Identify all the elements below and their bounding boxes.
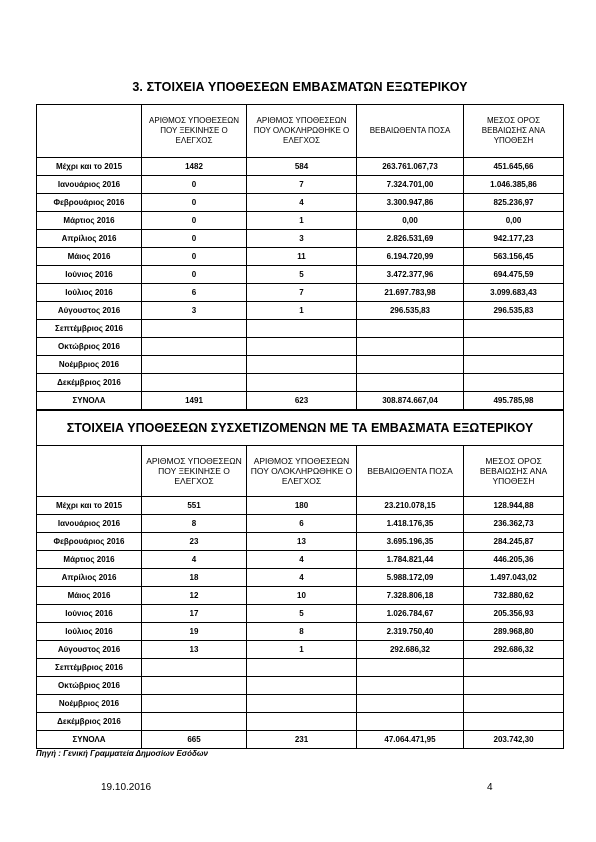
table-cell: 6 xyxy=(247,515,357,533)
table-row xyxy=(37,551,564,569)
table-cell: 5.988.172,09 xyxy=(357,569,464,587)
table-cell xyxy=(464,713,564,731)
table-cell xyxy=(357,695,464,713)
table-cell: 5 xyxy=(247,266,357,284)
table-cell: 0 xyxy=(142,194,247,212)
header-cell: ΑΡΙΘΜΟΣ ΥΠΟΘΕΣΕΩΝ ΠΟΥ ΟΛΟΚΛΗΡΩΘΗΚΕ Ο ΕΛΕΓΧΟΣ xyxy=(247,105,357,158)
table-cell: 18 xyxy=(142,569,247,587)
header-cell: ΜΕΣΟΣ ΟΡΟΣ ΒΕΒΑΙΩΣΗΣ ΑΝΑ ΥΠΟΘΕΣΗ xyxy=(464,446,564,497)
row-label: Δεκέμβριος 2016 xyxy=(37,713,142,731)
table-cell: 6.194.720,99 xyxy=(357,248,464,266)
table-cell: 11 xyxy=(247,248,357,266)
table-cell: 308.874.667,04 xyxy=(357,392,464,410)
table-cell xyxy=(464,677,564,695)
table-cell: 203.742,30 xyxy=(464,731,564,749)
table-cell xyxy=(247,695,357,713)
table-cell: 205.356,93 xyxy=(464,605,564,623)
table-cell: 0 xyxy=(142,248,247,266)
table-row xyxy=(37,515,564,533)
row-label: Φεβρουάριος 2016 xyxy=(37,533,142,551)
table-cell: 19 xyxy=(142,623,247,641)
table-cell: 551 xyxy=(142,497,247,515)
table-cell: 8 xyxy=(142,515,247,533)
table-cell: 1 xyxy=(247,641,357,659)
table-cell: 21.697.783,98 xyxy=(357,284,464,302)
table-row xyxy=(37,497,564,515)
row-label: Απρίλιος 2016 xyxy=(37,569,142,587)
section2-title: ΣΤΟΙΧΕΙΑ ΥΠΟΘΕΣΕΩΝ ΣΥΣΧΕΤΙΖΟΜΕΝΩΝ ΜΕ ΤΑ ΕΜΒΑΣΜΑΤΑ ΕΞΩΤΕΡΙΚΟΥ xyxy=(37,411,564,446)
row-label: Οκτώβριος 2016 xyxy=(37,677,142,695)
table-cell xyxy=(464,695,564,713)
table-cell: 23 xyxy=(142,533,247,551)
table-row xyxy=(37,695,564,713)
table-cell xyxy=(142,695,247,713)
table-row xyxy=(37,731,564,749)
table-cell: 292.686,32 xyxy=(464,641,564,659)
table-cell: 3.300.947,86 xyxy=(357,194,464,212)
row-label: Σεπτέμβριος 2016 xyxy=(37,659,142,677)
table-cell: 446.205,36 xyxy=(464,551,564,569)
table-cell xyxy=(464,659,564,677)
table-cell: 231 xyxy=(247,731,357,749)
table-cell: 665 xyxy=(142,731,247,749)
table-cell: 3 xyxy=(247,230,357,248)
table-cell xyxy=(142,338,247,356)
table-row xyxy=(37,641,564,659)
table-cell: 563.156,45 xyxy=(464,248,564,266)
table-row xyxy=(37,320,564,338)
table-row xyxy=(37,284,564,302)
table-row xyxy=(37,677,564,695)
table-cell: 942.177,23 xyxy=(464,230,564,248)
table-cell: 3.472.377,96 xyxy=(357,266,464,284)
table-cell: 6 xyxy=(142,284,247,302)
header-cell: ΑΡΙΘΜΟΣ ΥΠΟΘΕΣΕΩΝ ΠΟΥ ΟΛΟΚΛΗΡΩΘΗΚΕ Ο ΕΛΕΓΧΟΣ xyxy=(247,446,357,497)
table-cell: 23.210.078,15 xyxy=(357,497,464,515)
table-cell: 0 xyxy=(142,230,247,248)
row-label: ΣΥΝΟΛΑ xyxy=(37,392,142,410)
header-cell: ΜΕΣΟΣ ΟΡΟΣ ΒΕΒΑΙΩΣΗΣ ΑΝΑ ΥΠΟΘΕΣΗ xyxy=(464,105,564,158)
table-cell: 694.475,59 xyxy=(464,266,564,284)
table-cell: 263.761.067,73 xyxy=(357,158,464,176)
table-cell: 7.324.701,00 xyxy=(357,176,464,194)
row-label: Φεβρουάριος 2016 xyxy=(37,194,142,212)
table-row xyxy=(37,230,564,248)
table-row xyxy=(37,392,564,410)
table-row xyxy=(37,338,564,356)
table-cell: 13 xyxy=(142,641,247,659)
table-row xyxy=(37,194,564,212)
table-row xyxy=(37,533,564,551)
table-row xyxy=(37,266,564,284)
related-cases-table xyxy=(36,410,564,749)
table-cell: 3 xyxy=(142,302,247,320)
table-cell: 0 xyxy=(142,176,247,194)
table-header-row xyxy=(37,446,564,497)
table-cell: 7 xyxy=(247,176,357,194)
table-cell: 7 xyxy=(247,284,357,302)
table-row xyxy=(37,176,564,194)
row-label: Μέχρι και το 2015 xyxy=(37,158,142,176)
table-row xyxy=(37,659,564,677)
row-label: Ιούνιος 2016 xyxy=(37,605,142,623)
table-cell xyxy=(247,713,357,731)
table-cell: 47.064.471,95 xyxy=(357,731,464,749)
table-cell: 2.319.750,40 xyxy=(357,623,464,641)
table-cell: 1 xyxy=(247,212,357,230)
table-cell: 1.784.821,44 xyxy=(357,551,464,569)
row-label: Οκτώβριος 2016 xyxy=(37,338,142,356)
row-label: Αύγουστος 2016 xyxy=(37,641,142,659)
table-cell xyxy=(357,338,464,356)
table-cell xyxy=(247,677,357,695)
table-cell xyxy=(464,320,564,338)
table-cell: 1 xyxy=(247,302,357,320)
table-cell xyxy=(357,356,464,374)
table-cell: 1.046.385,86 xyxy=(464,176,564,194)
table-cell: 825.236,97 xyxy=(464,194,564,212)
table-title-row xyxy=(37,411,564,446)
row-label: Μάρτιος 2016 xyxy=(37,551,142,569)
table-cell: 451.645,66 xyxy=(464,158,564,176)
table-cell: 17 xyxy=(142,605,247,623)
table-row xyxy=(37,248,564,266)
table-header-row xyxy=(37,105,564,158)
table-cell xyxy=(357,677,464,695)
table-cell: 4 xyxy=(247,551,357,569)
table-cell xyxy=(142,677,247,695)
table-cell: 7.328.806,18 xyxy=(357,587,464,605)
table-cell xyxy=(464,356,564,374)
header-cell xyxy=(37,105,142,158)
row-label: Σεπτέμβριος 2016 xyxy=(37,320,142,338)
table-cell: 495.785,98 xyxy=(464,392,564,410)
table-cell xyxy=(357,374,464,392)
table-cell: 1.418.176,35 xyxy=(357,515,464,533)
table-cell xyxy=(247,659,357,677)
table-cell xyxy=(247,374,357,392)
remittances-table xyxy=(36,104,564,410)
table-cell xyxy=(142,374,247,392)
table-cell: 1.497.043,02 xyxy=(464,569,564,587)
row-label: Ιούνιος 2016 xyxy=(37,266,142,284)
row-label: Ιούλιος 2016 xyxy=(37,623,142,641)
row-label: Νοέμβριος 2016 xyxy=(37,356,142,374)
table-cell: 1482 xyxy=(142,158,247,176)
table-cell: 8 xyxy=(247,623,357,641)
table-row xyxy=(37,212,564,230)
table-cell: 180 xyxy=(247,497,357,515)
row-label: Ιανουάριος 2016 xyxy=(37,515,142,533)
row-label: Αύγουστος 2016 xyxy=(37,302,142,320)
table-cell: 584 xyxy=(247,158,357,176)
row-label: Μάιος 2016 xyxy=(37,587,142,605)
table-cell: 292.686,32 xyxy=(357,641,464,659)
table-cell xyxy=(142,356,247,374)
table-row xyxy=(37,158,564,176)
table-cell: 0,00 xyxy=(357,212,464,230)
section1-title: 3. ΣΤΟΙΧΕΙΑ ΥΠΟΘΕΣΕΩΝ ΕΜΒΑΣΜΑΤΩΝ ΕΞΩΤΕΡΙΚΟΥ xyxy=(132,80,468,94)
table-row xyxy=(37,569,564,587)
table-cell xyxy=(142,320,247,338)
table-cell xyxy=(247,356,357,374)
table-cell xyxy=(247,320,357,338)
header-cell: ΑΡΙΘΜΟΣ ΥΠΟΘΕΣΕΩΝ ΠΟΥ ΞΕΚΙΝΗΣΕ Ο ΕΛΕΓΧΟΣ xyxy=(142,105,247,158)
table-cell: 732.880,62 xyxy=(464,587,564,605)
header-cell: ΒΕΒΑΙΩΘΕΝΤΑ ΠΟΣΑ xyxy=(357,446,464,497)
row-label: Απρίλιος 2016 xyxy=(37,230,142,248)
table-cell xyxy=(142,659,247,677)
row-label: Μέχρι και το 2015 xyxy=(37,497,142,515)
row-label: Μάιος 2016 xyxy=(37,248,142,266)
table-cell: 10 xyxy=(247,587,357,605)
table-cell xyxy=(247,338,357,356)
table-cell: 4 xyxy=(142,551,247,569)
table-cell: 284.245,87 xyxy=(464,533,564,551)
table-cell xyxy=(142,713,247,731)
table-cell: 289.968,80 xyxy=(464,623,564,641)
table-cell: 296.535,83 xyxy=(357,302,464,320)
table-cell: 4 xyxy=(247,194,357,212)
table-cell: 2.826.531,69 xyxy=(357,230,464,248)
table-row xyxy=(37,713,564,731)
table-row xyxy=(37,302,564,320)
table-cell: 296.535,83 xyxy=(464,302,564,320)
table-cell: 4 xyxy=(247,569,357,587)
table-cell xyxy=(464,338,564,356)
table-cell: 0 xyxy=(142,266,247,284)
table-cell: 1491 xyxy=(142,392,247,410)
table-cell: 1.026.784,67 xyxy=(357,605,464,623)
table-row xyxy=(37,374,564,392)
row-label: Ιούλιος 2016 xyxy=(37,284,142,302)
page-number: 4 xyxy=(487,782,493,793)
table-cell: 3.695.196,35 xyxy=(357,533,464,551)
row-label: Ιανουάριος 2016 xyxy=(37,176,142,194)
table-cell: 0 xyxy=(142,212,247,230)
table-cell xyxy=(357,320,464,338)
table-cell: 13 xyxy=(247,533,357,551)
table-cell xyxy=(357,713,464,731)
row-label: Μάρτιος 2016 xyxy=(37,212,142,230)
table-cell: 128.944,88 xyxy=(464,497,564,515)
table-cell xyxy=(357,659,464,677)
table-cell: 623 xyxy=(247,392,357,410)
header-cell xyxy=(37,446,142,497)
row-label: Δεκέμβριος 2016 xyxy=(37,374,142,392)
header-cell: ΑΡΙΘΜΟΣ ΥΠΟΘΕΣΕΩΝ ΠΟΥ ΞΕΚΙΝΗΣΕ Ο ΕΛΕΓΧΟΣ xyxy=(142,446,247,497)
table-row xyxy=(37,356,564,374)
table-cell xyxy=(464,374,564,392)
footer-date: 19.10.2016 xyxy=(101,782,152,793)
table-row xyxy=(37,605,564,623)
table-cell: 3.099.683,43 xyxy=(464,284,564,302)
table-row xyxy=(37,623,564,641)
table-row xyxy=(37,587,564,605)
table-cell: 0,00 xyxy=(464,212,564,230)
source-note: Πηγή : Γενική Γραμματεία Δημοσίων Εσόδων xyxy=(36,749,208,758)
table-cell: 12 xyxy=(142,587,247,605)
table-cell: 5 xyxy=(247,605,357,623)
row-label: ΣΥΝΟΛΑ xyxy=(37,731,142,749)
header-cell: ΒΕΒΑΙΩΘΕΝΤΑ ΠΟΣΑ xyxy=(357,105,464,158)
row-label: Νοέμβριος 2016 xyxy=(37,695,142,713)
table-cell: 236.362,73 xyxy=(464,515,564,533)
